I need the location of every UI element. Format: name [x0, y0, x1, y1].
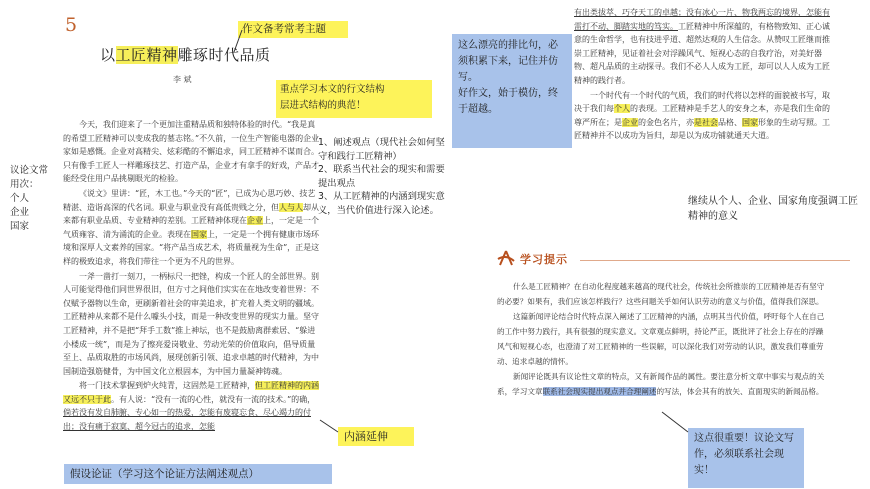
hypothesis-note: 假设论证（学习这个论证方法阐述观点） [64, 464, 332, 484]
r2-text-a: 一个时代有一个时代的气质，我们的时代将以怎样的面貌被书写，取决于我们每 [574, 90, 830, 114]
r2-highlight-enterprise: 企业 [622, 117, 638, 127]
r2-text-b: 的表现。工匠精神是手艺人的安身之本，亦是我们生命的尊严所在；是 [574, 104, 830, 127]
tips-paragraph-1: 什么是工匠精神？在自动化程度越来越高的现代社会，传统社会所推崇的工匠精神是否有坚守的必要？如果有，我们应该怎样践行？这些问题关乎如何认识劳动的意义与价值，值得我们深思。 [497, 282, 825, 306]
tips-label: 学习提示 [520, 253, 568, 266]
article-author: 李 斌 [173, 75, 192, 84]
r2-text-d: 品格、 [718, 117, 742, 127]
right-paragraph-2 [574, 89, 832, 143]
tips-paragraph-2: 这篇新闻评论结合时代特点深入阐述了工匠精神的内涵，点明其当代价值，呼吁每个人在自己的工作中努力践行，具有很强的现实意义。文章观点鲜明，持论严正，既批评了社会上存在的浮躁风气和短视心态，也澄清了对工匠精神的一些误解，可以深化我们对劳动的认识，激发我们尊重劳动、追求卓越的情怀。 [497, 312, 825, 366]
title-highlight: 工匠精神 [115, 46, 178, 64]
t3-highlight: 联系社会现实提出观点并合理阐述 [542, 387, 657, 396]
p2-highlight-nation: 国家 [191, 229, 207, 239]
r1-underlined: 有出类拔萃、巧夺天工的卓越；没有冰心一片、物我两忘的境界，怎能有雷打不动、脚踏实地的笃实。 [574, 8, 830, 31]
analogy-note: 这么漂亮的排比句，必须积累下来，记住并仿写。 好作文，始于模仿，终于超越。 [452, 34, 572, 148]
title-prefix: 以 [100, 46, 116, 64]
p2-text-c: 上，一定是一个气质雍容、清为涌流的企业。表现在 [63, 216, 319, 239]
r1-text: 工匠精神中所深蕴的，有格物致知、正心诚意的生命哲学，也有技进乎道、超然达观的人生信念。从赞叹工匠继而推崇工匠精神，见证着社会对浮躁风气、短视心态的自我疗治，对美好器物、超凡品质的主动探寻。我们不必人人成为工匠，却可以人人成为工匠精神的践行者。 [574, 21, 830, 85]
extension-note: 内涵延伸 [338, 427, 414, 446]
key-note: 这点很重要！议论文写作，必须联系社会现实！ [688, 428, 804, 488]
p2-highlight-enterprise: 企业 [247, 216, 263, 226]
page-number: 5 [65, 14, 78, 36]
tips-body [497, 279, 827, 399]
p4-underlined: 倘若没有发自肺腑、专心如一的热爱，怎能有废寝忘食、尽心竭力的付出；没有痛于寂寞、超今冠古的追求，怎能 [63, 408, 311, 432]
r2-text-c: 的金色名片，亦 [638, 117, 694, 127]
tips-divider [580, 260, 850, 261]
tips-paragraph-3 [497, 369, 827, 399]
p2-text-b: 却从来都有职业品质、专业精神的差别。工匠精神体现在 [63, 202, 319, 226]
p2-text-d: 上，一定是一个拥有健康市场环境和深厚人文素养的国家。“将产品当成艺术，将质量视为生命”，正是这样的极致追求，将我们带往一个更为不凡的世界。 [63, 229, 320, 266]
t3-text-a: 新闻评论既具有议论性文章的特点，又有新闻作品的属性。要注意分析文章中事实与观点的关系，学习文章 [497, 372, 825, 396]
paragraph-1: 今天，我们迎来了一个更加注重精品质和独特体验的时代。“我是真的希望工匠精神可以变成我的墓志铭。”不久前，一位生产智能电器的企业家如是感慨。企业对高精尖、炫彩酷的不懈追求，同工匠精神不谋而合。只有像手工匠人一样雕琢技艺、打造产品，企业才有拿手的好戏，产品才能经受住用户品挑剔眼光的检验。 [63, 120, 320, 184]
r2-highlight-nation: 国家 [742, 117, 758, 127]
r2-highlight-person: 个人 [614, 104, 630, 114]
p2-highlight-person: 人与人 [279, 202, 303, 212]
p4-text-b: 。有人说：“没有一流的心性，就没有一流的技术。”的确， [111, 394, 316, 404]
title-suffix: 雕琢时代品质 [177, 46, 271, 64]
levels-note: 继续从个人、企业、国家角度强调工匠精神的意义 [688, 196, 858, 222]
side-label-note: 议论文常用次： 个人 企业 国家 [10, 165, 49, 232]
paragraph-4 [63, 379, 321, 433]
article-title [100, 44, 271, 65]
r2-text-e: 形象的生动写照。工匠精神并不以成功为旨归，却是以为成功铺就通天大道。 [574, 117, 830, 141]
structure-note: 重点学习本文的行文结构 层进式结构的典范！ [276, 80, 432, 118]
article-right-column [574, 6, 832, 144]
points-note: 1、阐述观点（现代社会如何坚守和践行工匠精神） 2、联系当代社会的现实和需要提出观点 3、从工匠精神的内涵到现实意义，当代价值进行深入论述。 [318, 137, 445, 216]
tips-logo-icon [497, 250, 515, 268]
extension-arrow [318, 418, 340, 438]
p4-highlight: 但工匠精神的内涵又远不只于此 [63, 381, 319, 404]
article-left-column [63, 118, 321, 435]
paragraph-2 [63, 187, 321, 269]
key-arrow [660, 410, 692, 436]
topic-note: 作文备考常考主题 [238, 21, 348, 38]
p4-text-a: 将一门技术掌握到炉火纯青，这固然是工匠精神， [79, 381, 255, 391]
right-paragraph-1 [574, 6, 832, 88]
paragraph-3: 一斧一凿打一刻刀，一柄标尺一把锉，构成一个匠人的全部世界。别人可能觉得他们同世界很旧，但方寸之间他们实实在在地改变着世界：不仅赋予器物以生命，更刷新着社会的审美追求，扩充着人类文明的疆域。工匠精神从来都不是什么噱头小技，而是一种改变世界的现实力量。坚守工匠精神，并不是把“拜手工数”推上神坛，也不是鼓励离群索居、“躲进小楼成一统”，而是为了擦亮爱岗敬业、劳动光荣的价值取向，倡导质量至上、品质取胜的市场风尚，展现创新引领、追求卓越的时代精神，为中国制造强筋健骨，为中国文化立根固本，为中国力量凝神铸魂。 [63, 271, 319, 376]
r2-highlight-society: 是社会 [694, 117, 718, 127]
t3-text-b: 的写法，体会其有的放矢、直面现实的新闻品格。 [656, 387, 824, 396]
p2-text-a: 《说文》里讲：“匠，木工也。”今天的“匠”，已成为心思巧妙、技艺精湛、造诣高深的代名词。职业与职业没有高低贵贱之分，但 [63, 188, 316, 212]
